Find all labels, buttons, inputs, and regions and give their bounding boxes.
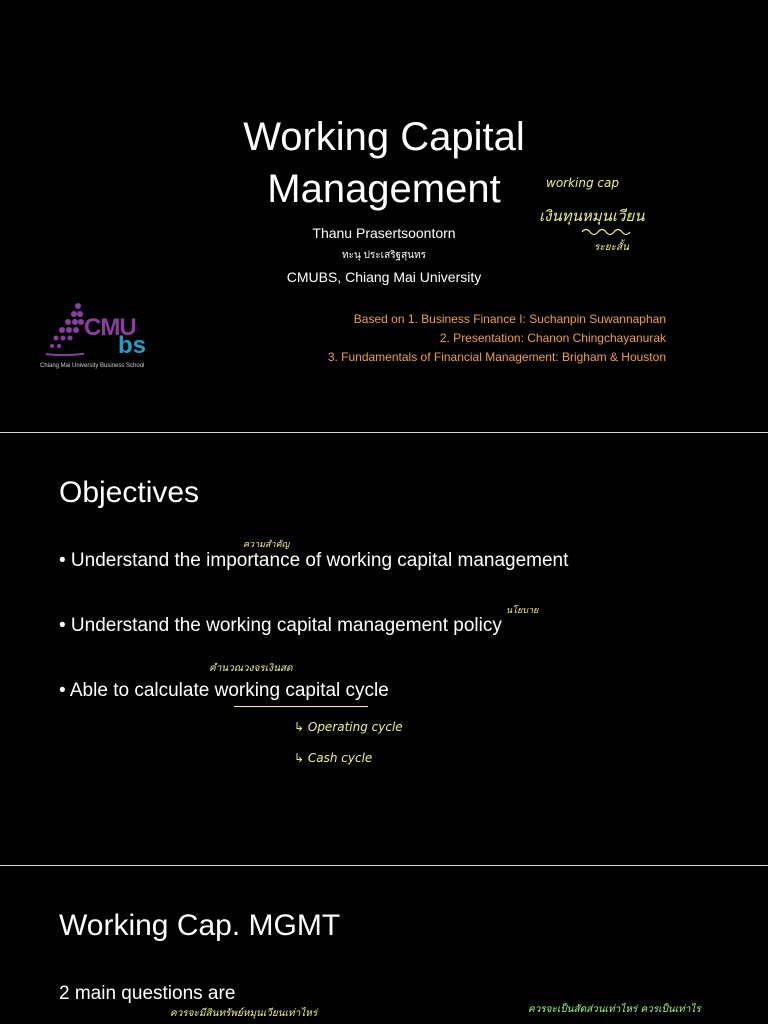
objectives-heading: Objectives	[59, 476, 200, 509]
slide-title-line2: Management	[267, 167, 501, 211]
reference-1: Based on 1. Business Finance I: Suchanpin Suwannaphan	[353, 312, 666, 326]
logo-text-bs: bs	[118, 332, 147, 359]
note-importance: ความสำคัญ	[243, 540, 290, 550]
questions-intro: 2 main questions are	[59, 983, 236, 1004]
note-cycle-thai: คำนวณวงจรเงินสด	[209, 663, 293, 674]
objective-1	[59, 550, 568, 572]
references	[328, 310, 666, 367]
note-operating-cycle: ↳ Operating cycle	[294, 720, 403, 734]
reference-2: 2. Presentation: Chanon Chingchayanurak	[439, 331, 666, 345]
note-policy: นโยบาย	[506, 606, 539, 616]
slide-title-line1: Working Capital	[243, 115, 525, 159]
objective-3-text-a: • Able to calculate	[59, 680, 215, 701]
note-assets-amount: ควรจะมีสินทรัพย์หมุนเวียนเท่าไหร่	[170, 1008, 318, 1019]
affiliation: CMUBS, Chiang Mai University	[286, 269, 482, 285]
logo-dots-icon	[44, 300, 84, 356]
wavy-underline	[580, 227, 636, 237]
objective-2	[59, 615, 502, 637]
objective-1-text-b: of working capital management	[300, 550, 569, 571]
author-name-thai: ทะนุ ประเสริฐสุนทร	[342, 250, 426, 261]
note-thai-capital: เงินทุนหมุนเวียน	[539, 207, 645, 225]
objective-3-working-capital: working capital	[214, 680, 341, 701]
objective-3-text-b: cycle	[340, 680, 389, 701]
reference-3: 3. Fundamentals of Financial Management: Brigham & Houston	[327, 350, 666, 364]
note-short-term: ระยะสั้น	[594, 242, 629, 253]
objectives-slide	[0, 433, 768, 864]
objective-2-policy: policy	[453, 615, 502, 636]
working-cap-slide	[0, 866, 768, 1024]
logo-tagline: Chiang Mai University Business School	[40, 363, 145, 369]
working-cap-heading: Working Cap. MGMT	[59, 909, 341, 942]
title-slide	[0, 0, 768, 432]
author-name: Thanu Prasertsoontorn	[312, 225, 456, 241]
note-cash-cycle: ↳ Cash cycle	[294, 751, 373, 765]
logo-text-cmu: CMU	[84, 314, 136, 341]
note-working-cap: working cap	[546, 176, 619, 190]
objective-3	[59, 680, 389, 702]
note-proportion: ควรจะเป็นสัดส่วนเท่าไหร่ ควรเป็นเท่าไร	[528, 1004, 701, 1015]
objective-2-text-a: • Understand the working capital management	[59, 615, 454, 636]
objective-1-text-a: • Understand the	[59, 550, 207, 571]
objective-1-importance: importance	[206, 550, 301, 571]
cmubs-logo	[40, 300, 170, 374]
working-capital-underline	[234, 706, 368, 707]
